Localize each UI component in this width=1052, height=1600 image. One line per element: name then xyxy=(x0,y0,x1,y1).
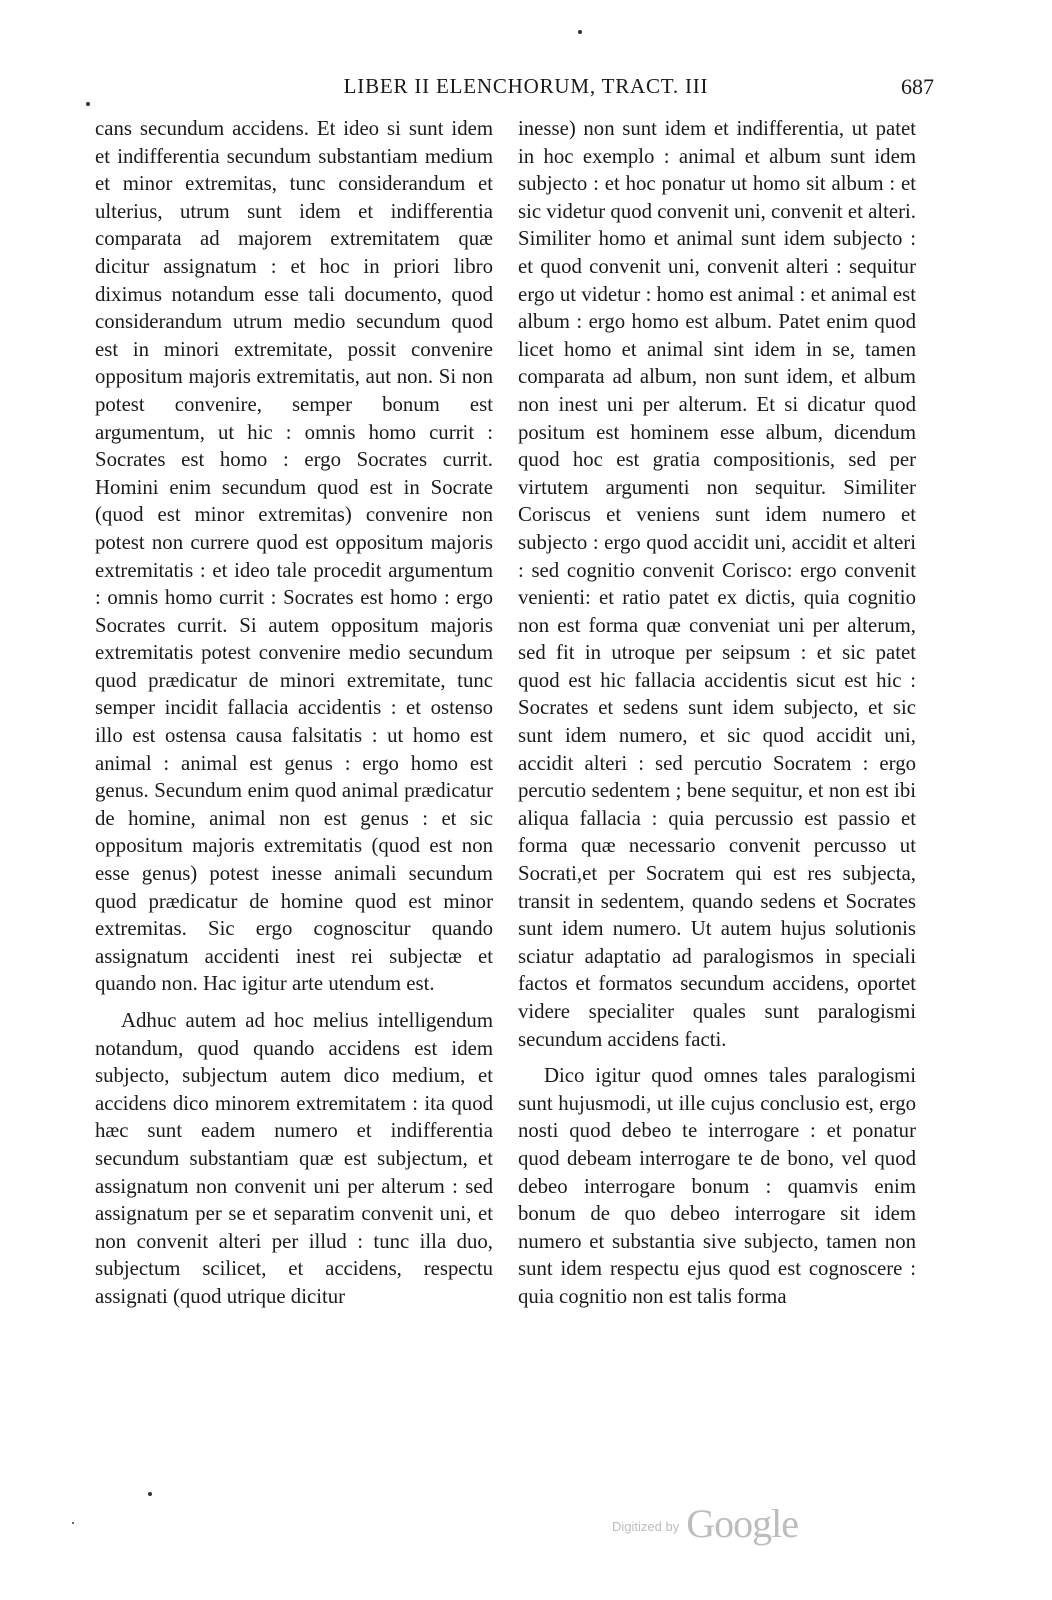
left-column xyxy=(95,115,493,1311)
ink-speck xyxy=(578,30,582,34)
right-paragraph-1: inesse) non sunt idem et indifferentia, ut patet in hoc exemplo : animal et album sunt idem subjecto : et hoc ponatur ut homo sit album : et sic videtur quod convenit uni, convenit et alteri. Similiter homo et animal sunt idem subjecto : et quod convenit uni, convenit alteri : sequitur ergo ut videtur : homo est animal : et animal est album : ergo homo est album. Patet enim quod licet homo et animal sint idem in se, tamen comparata ad album, non sunt idem, et album non inest uni per alterum. Et si dicatur quod positum est hominem esse album, dicendum quod hoc est gratia compositionis, sed per virtutem argumenti non sequitur. Similiter Coriscus et veniens sunt idem numero et subjecto : ergo quod accidit uni, accidit et alteri : sed cognitio convenit Corisco: ergo convenit venienti: et ratio patet ex dictis, quia cognitio non est forma quæ conveniat uni per alterum, sed fit in utroque per seipsum : et sic patet quod est hic fallacia accidentis sicut est hic : Socrates et sedens sunt idem subjecto, et sic sunt idem numero, et sic quod accidit uni, accidit alteri : sed percutio Socratem : ergo percutio sedentem ; bene sequitur, et non est ibi aliqua fallacia : quia percussio est passio et forma quæ necessario convenit percusso ut Socrati,et per Socratem qui est res subjecta, transit in sedentem, quando sedens et Socrates sunt idem numero. Ut autem hujus solutionis sciatur adaptatio ad paralogismos in speciali factos et formatos secundum accidens, oportet videre specialiter quales sunt paralogismi secundum accidens facti. xyxy=(518,117,916,1051)
ink-speck xyxy=(72,1522,74,1524)
digitization-watermark xyxy=(612,1500,798,1547)
right-paragraph-2: Dico igitur quod omnes tales paralogismi sunt hujusmodi, ut ille cujus conclusio est, ergo nosti quod debeo te interrogare : et ponatur quod debeam interrogare te de bono, vel quod debeo interrogare bonum : quamvis enim bonum de quo debeo interrogare sit idem numero et substantia sive subjecto, tamen non sunt idem respectu ejus quod est cognoscere : quia cognitio non est talis forma xyxy=(518,1064,916,1308)
right-column xyxy=(518,115,916,1311)
page-number: 687 xyxy=(901,74,934,99)
digitized-by-label: Digitized by xyxy=(612,1519,680,1534)
left-paragraph-2: Adhuc autem ad hoc melius intelligendum notandum, quod quando accidens est idem subjecto, subjectum autem dico medium, et accidens dico minorem extremitatem : ita quod hæc sunt eadem numero et indifferentia secundum substantiam quæ est subjectum, et assignatum non convenit uni per alterum : sed assignatum per se et separatim convenit uni, et non convenit alteri per illud : tunc illa duo, subjectum scilicet, et accidens, respectu assignati (quod utrique dicitur xyxy=(95,1009,493,1308)
left-paragraph-1: cans secundum accidens. Et ideo si sunt idem et indifferentia secundum substantiam medium et minor extremitas, tunc considerandum et ulterius, utrum sunt idem et indifferentia comparata ad majorem extremitatem quæ dicitur assignatum : et hoc in priori libro diximus notandum esse tali documento, quod considerandum utrum medio secundum quod est in minori extremitate, possit convenire oppositum majoris extremitatis, aut non. Si non potest convenire, semper bonum est argumentum, ut hic : omnis homo currit : Socrates est homo : ergo Socrates currit. Homini enim secundum quod est in Socrate (quod est minor extremitas) convenire non potest non currere quod est oppositum majoris extremitatis : et ideo tale procedit argumentum : omnis homo currit : Socrates est homo : ergo Socrates currit. Si autem oppositum majoris extremitatis potest convenire medio secundum quod prædicatur de minori extremitate, tunc semper incidit fallacia accidentis : et ostenso illo est ostensa causa falsitatis : ut homo est animal : animal est genus : ergo homo est genus. Secundum enim quod animal prædicatur de homine, animal non est genus : et sic oppositum majoris extremitatis (quod est non esse genus) potest inesse animali secundum quod prædicatur de homine quod est minor extremitas. Sic ergo cognoscitur quando assignatum accidenti inest rei subjectæ et quando non. Hac igitur arte utendum est. xyxy=(95,117,493,996)
ink-speck xyxy=(148,1492,152,1496)
ink-speck xyxy=(86,102,90,106)
google-logo: Google xyxy=(686,1501,798,1546)
page-header xyxy=(0,70,1052,110)
running-title: LIBER II ELENCHORUM, TRACT. III xyxy=(343,74,709,98)
